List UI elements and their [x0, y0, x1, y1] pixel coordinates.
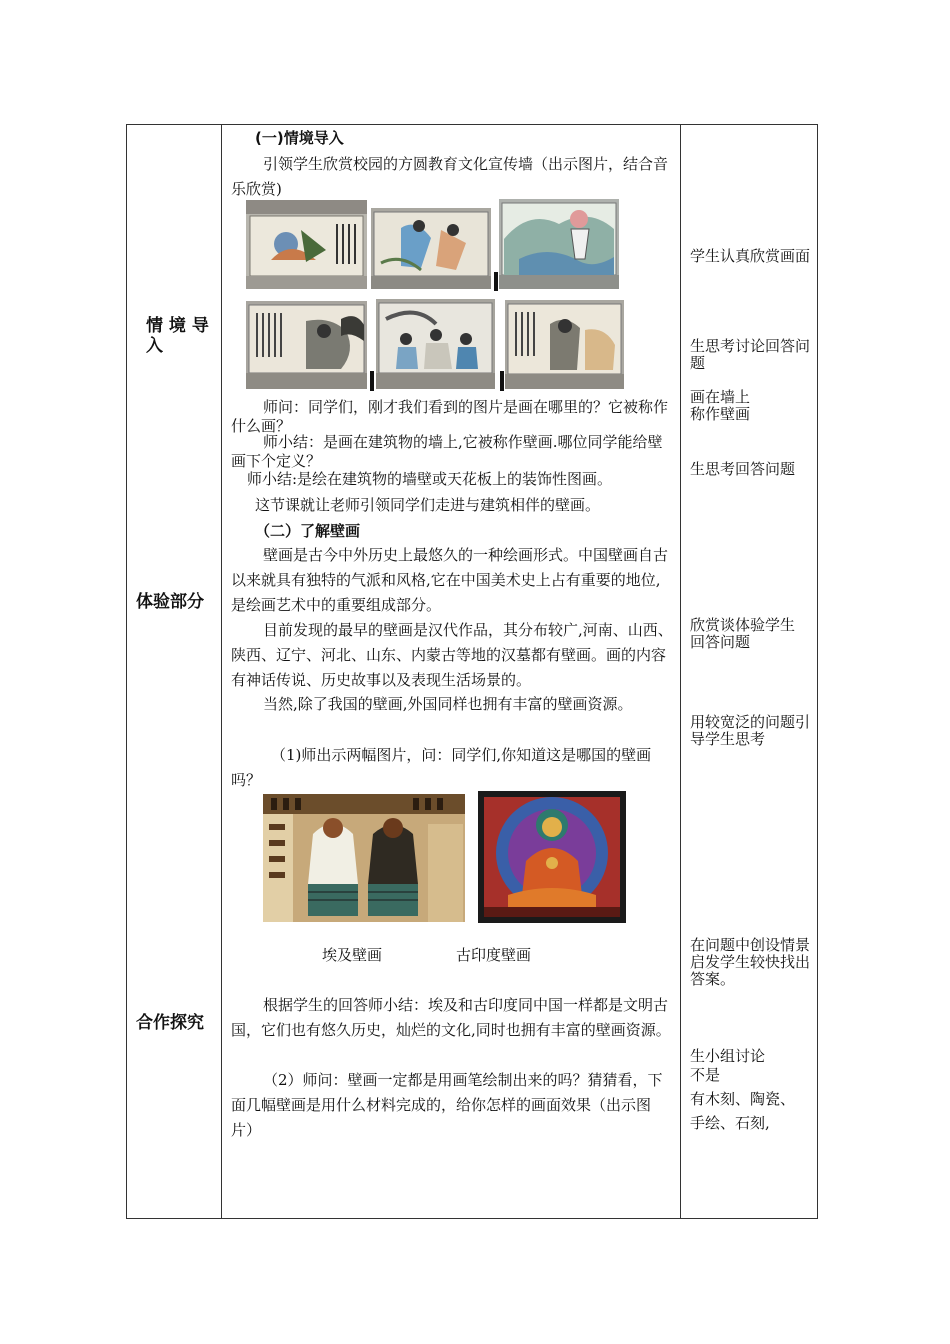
column-divider-right	[680, 124, 681, 1219]
wall-mural-photo-6	[505, 300, 624, 389]
paragraph-lesson-lead: 这节课就让老师引领同学们走进与建筑相伴的壁画。	[255, 496, 601, 514]
note-experience: 欣赏谈体验学生回答问题	[690, 616, 796, 651]
section-label-explore: 合作探究	[136, 1013, 204, 1033]
paragraph-mural-intro: 壁画是古今中外历史上最悠久的一种绘画形式。中国壁画自古以来就具有独特的气派和风格,它在中国美术史上占有重要的地位,是绘画艺术中的重要组成部分。	[231, 546, 669, 614]
note-answer-no: 不是	[690, 1066, 721, 1084]
wall-mural-photo-3	[499, 199, 619, 289]
wall-mural-photo-5	[376, 299, 495, 389]
note-broad-question: 用较宽泛的问题引导学生思考	[690, 713, 811, 748]
note-group-discussion: 生小组讨论	[690, 1047, 766, 1065]
paragraph-teacher-summary-3: 根据学生的回答师小结：埃及和古印度同中国一样都是文明古国，它们也有悠久历史，灿烂的文化,同时也拥有丰富的壁画资源。	[231, 996, 671, 1039]
paragraph-question-1: （1)师出示两幅图片，问：同学们,你知道这是哪国的壁画吗？	[231, 746, 652, 789]
paragraph-foreign-murals: 当然,除了我国的壁画,外国同样也拥有丰富的壁画资源。	[263, 695, 633, 713]
photo-divider-mark	[500, 371, 504, 391]
wall-mural-photo-4	[246, 301, 367, 389]
section-label-experience: 体验部分	[136, 592, 204, 612]
caption-indian-mural: 古印度壁画	[456, 946, 532, 964]
caption-egyptian-mural: 埃及壁画	[322, 946, 383, 964]
note-wall-painting: 画在墙上称作壁画	[690, 388, 751, 423]
egyptian-mural-image	[263, 794, 465, 922]
wall-mural-photo-1	[246, 200, 367, 289]
paragraph-teacher-summary-2: 师小结:是绘在建筑物的墙壁或天花板上的装饰性图画。	[247, 470, 613, 488]
heading-scene-intro: (一)情境导入	[255, 129, 344, 147]
paragraph-teacher-summary-1: 师小结：是画在建筑物的墙上,它被称作壁画.哪位同学能给壁画下个定义？	[231, 433, 663, 470]
paragraph-teacher-question: 师问：同学们，刚才我们看到的图片是画在哪里的？它被称作什么画？	[231, 398, 669, 435]
paragraph-intro: 引领学生欣赏校园的方圆教育文化宣传墙（出示图片，结合音乐欣赏)	[231, 155, 669, 198]
note-materials-2: 手绘、石刻,	[690, 1114, 770, 1132]
note-scenario: 在问题中创设情景启发学生较快找出答案。	[690, 936, 811, 988]
section-label-intro: 情 境 导 入	[146, 316, 209, 356]
note-discuss: 生思考讨论回答问题	[690, 337, 811, 372]
paragraph-han-dynasty: 目前发现的最早的壁画是汉代作品，其分布较广,河南、山西、陕西、辽宁、河北、山东、内蒙古等地的汉墓都有壁画。画的内容有神话传说、历史故事以及表现生活场景的。	[231, 621, 673, 689]
note-materials-1: 有木刻、陶瓷、	[690, 1090, 796, 1108]
note-think-answer: 生思考回答问题	[690, 460, 796, 478]
column-divider-left	[221, 124, 222, 1219]
wall-mural-photo-2	[371, 208, 491, 289]
note-appreciate: 学生认真欣赏画面	[690, 247, 811, 265]
photo-divider-mark	[494, 272, 498, 291]
heading-understand-mural: （二）了解壁画	[255, 522, 361, 540]
photo-divider-mark	[370, 371, 374, 391]
indian-mural-image	[478, 791, 626, 923]
paragraph-question-2: （2）师问：壁画一定都是用画笔绘制出来的吗？猜猜看，下面几幅壁画是用什么材料完成的，给你怎样的画面效果（出示图片）	[231, 1071, 663, 1139]
